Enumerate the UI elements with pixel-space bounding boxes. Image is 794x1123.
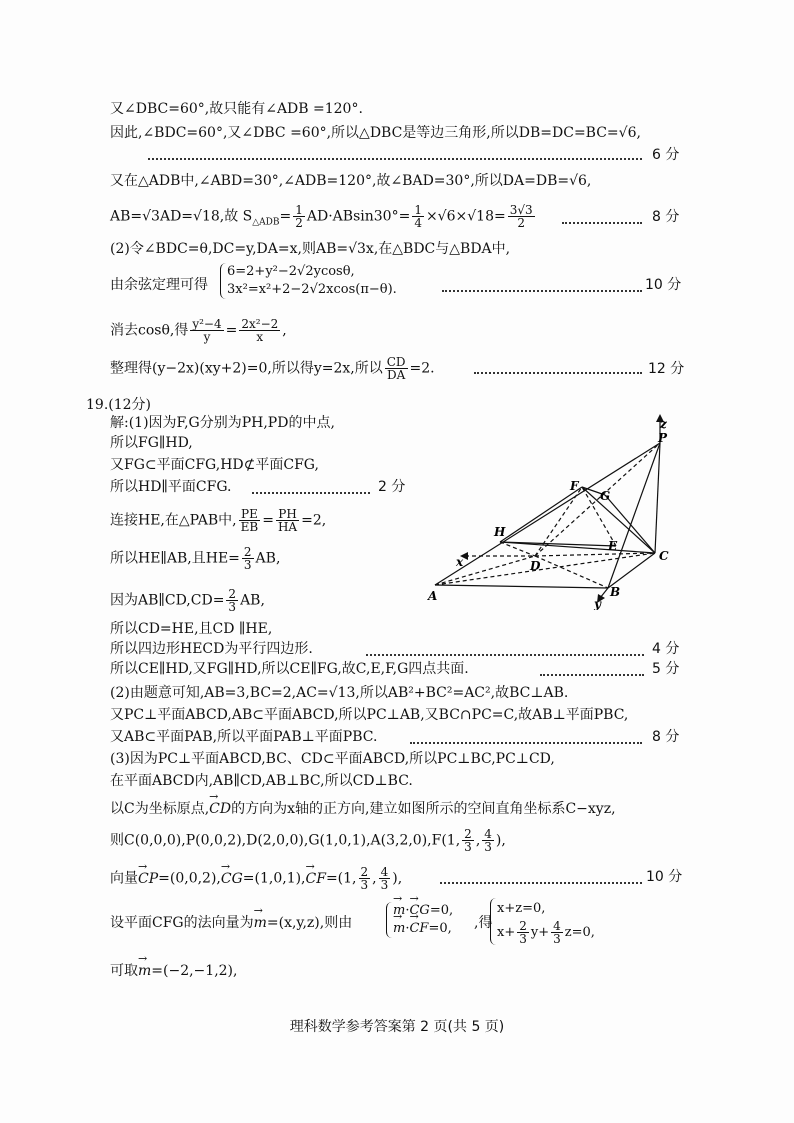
- edge-ab: [435, 585, 608, 588]
- edge-pa: [435, 443, 660, 585]
- score-mark: 10 分: [645, 277, 682, 293]
- text: =0,: [429, 903, 454, 918]
- vector-cd: → CD: [209, 800, 231, 818]
- text: ),: [495, 832, 506, 849]
- text: =(1,: [325, 870, 357, 887]
- edge-ef: [582, 487, 616, 546]
- text: ,: [372, 870, 377, 887]
- text: 所以HE∥AB,且HE=: [110, 550, 240, 567]
- coordinates-line: [110, 828, 506, 853]
- score-mark: 10 分: [646, 869, 683, 885]
- score-leader: [562, 222, 642, 224]
- text-line: 所以四边形HECD为平行四边形.: [110, 641, 313, 657]
- fraction: $\frac{PE}{EB}$: [240, 507, 259, 534]
- fraction: $\frac{4}{3}$: [553, 919, 561, 946]
- text: 因为AB∥CD,CD=: [110, 592, 225, 609]
- area-text: AD·ABsin30°=: [306, 208, 411, 225]
- edge-db: [535, 556, 608, 588]
- equation: 3x²=x²+2−2√2xcos(π−θ).: [227, 282, 397, 297]
- fraction: $\frac{\text{2x²−2}}{x}$: [241, 317, 279, 344]
- text: =(−2,−1,2),: [151, 963, 238, 979]
- text: =0,: [428, 921, 452, 936]
- score-mark: 6 分: [652, 147, 680, 163]
- text-line: 在平面ABCD内,AB∥CD,AB⊥BC,所以CD⊥BC.: [110, 773, 413, 789]
- score-leader: [540, 674, 644, 676]
- linear-system: [490, 898, 595, 945]
- pyramid-figure: [420, 410, 690, 610]
- vector-cg: → CG: [409, 902, 429, 920]
- text: ·: [405, 921, 410, 936]
- fraction: $\frac{PH}{HA}$: [277, 507, 298, 534]
- text-line: 所以FG∥HD,: [110, 435, 193, 451]
- text: ·: [405, 903, 410, 918]
- text: 的方向为x轴的正方向,建立如图所示的空间直角坐标系C−xyz,: [231, 801, 616, 817]
- fraction: $\frac{2}{3}$: [228, 587, 237, 614]
- fraction-area: $\frac{3√3}{2}$: [509, 203, 533, 230]
- area-text: AB=√3AD=√18,故 S: [110, 208, 253, 225]
- choose-line: [110, 962, 237, 980]
- score-mark: 4 分: [652, 641, 680, 657]
- label-f: F: [570, 479, 579, 493]
- result-line: [110, 356, 435, 381]
- score-mark: 5 分: [652, 661, 680, 677]
- label-c: C: [659, 549, 669, 563]
- vector-cf: → CF: [306, 870, 326, 888]
- score-mark: 8 分: [652, 729, 680, 745]
- score-leader: [440, 882, 642, 884]
- parallel-line: [110, 588, 265, 613]
- area-subscript: △ADB: [252, 217, 280, 228]
- label-y: y: [594, 597, 601, 610]
- vector-m: → m: [254, 914, 267, 932]
- text: ),: [392, 870, 403, 887]
- text: =2.: [409, 360, 435, 377]
- score-mark: 12 分: [648, 361, 685, 377]
- vector-cp: → CP: [138, 870, 158, 888]
- label-d: D: [530, 559, 541, 573]
- score-leader: [252, 492, 370, 494]
- fraction: $\frac{4}{3}$: [484, 827, 492, 854]
- page-footer: 理科数学参考答案第 2 页(共 5 页): [289, 1019, 505, 1035]
- area-text: ×√6×√18=: [425, 208, 506, 225]
- text-line: 又FG⊂平面CFG,HD⊄平面CFG,: [110, 457, 319, 473]
- label-e: E: [608, 539, 618, 553]
- text: 整理得(y−2x)(xy+2)=0,所以得y=2x,所以: [110, 360, 383, 377]
- text: 向量: [110, 870, 138, 887]
- text-line: 又PC⊥平面ABCD,AB⊂平面ABCD,所以PC⊥AB,又BC∩PC=C,故AB⊥平面PBC,: [110, 707, 629, 723]
- text: =(1,0,1),: [242, 870, 306, 887]
- text: =(0,0,2),: [158, 870, 221, 887]
- vector-m: → m: [393, 902, 405, 920]
- equals: =: [279, 208, 292, 225]
- text: z=0,: [564, 925, 595, 940]
- text-line: 又在△ADB中,∠ABD=30°,∠ADB=120°,故∠BAD=30°,所以DA=DB=√6,: [110, 173, 592, 189]
- dot-product-system: [386, 902, 453, 938]
- fraction: $\frac{\text{y²−4}}{y}$: [192, 317, 222, 344]
- text: x+: [497, 925, 516, 940]
- text-line: 解:(1)因为F,G分别为PH,PD的中点,: [110, 415, 335, 431]
- question-number: 19.(12分): [86, 397, 152, 413]
- edge-pd: [535, 443, 660, 556]
- text-line: (3)因为PC⊥平面ABCD,BC、CD⊂平面ABCD,所以PC⊥BC,PC⊥CD,: [110, 751, 555, 767]
- label-g: G: [600, 489, 611, 503]
- vector-m: → m: [393, 920, 405, 938]
- fraction: $\frac{4}{3}$: [380, 865, 389, 892]
- fraction-quarter: $\frac{1}{4}$: [414, 203, 422, 230]
- text-line: 因此,∠BDC=60°,又∠DBC =60°,所以△DBC是等边三角形,所以DB=DC=BC=√6,: [110, 125, 641, 141]
- score-leader: [410, 742, 642, 744]
- text-line: 所以CD=HE,且CD ∥HE,: [110, 621, 273, 637]
- text-line: 所以CE∥HD,又FG∥HD,所以CE∥FG,故C,E,F,G四点共面.: [110, 661, 469, 677]
- text: AB,: [240, 592, 265, 609]
- coordinate-setup: [110, 800, 616, 818]
- vectors-line: [110, 866, 402, 891]
- score-mark: 2 分: [378, 479, 406, 495]
- text: 连接HE,在△PAB中,: [110, 512, 237, 529]
- edge-fc: [582, 487, 655, 553]
- score-mark: 8 分: [652, 209, 680, 225]
- label-b: B: [610, 585, 621, 599]
- text-line: (2)令∠BDC=θ,DC=y,DA=x,则AB=√3x,在△BDC与△BDA中,: [110, 241, 511, 257]
- text: 可取: [110, 963, 138, 979]
- text: 则C(0,0,0),P(0,0,2),D(2,0,0),G(1,0,1),A(3,2,0),F(1,: [110, 832, 461, 849]
- edge-hc: [500, 542, 655, 553]
- text: =(x,y,z),则由: [266, 915, 353, 931]
- vector-m: → m: [138, 962, 151, 980]
- label-p: P: [658, 431, 668, 445]
- vector-cf: → CF: [409, 920, 428, 938]
- fraction: $\frac{2}{3}$: [360, 865, 369, 892]
- score-leader: [148, 158, 642, 160]
- elimination-line: 消去cosθ,得 $\frac{\text{y²−4}}{y}$ = $\frac{\text{2x²−2}}{x}$ ,: [110, 317, 287, 344]
- text: y+: [530, 925, 550, 940]
- text-line: 又AB⊂平面PAB,所以平面PAB⊥平面PBC.: [110, 729, 378, 745]
- ratio-line: 连接HE,在△PAB中, $\frac{PE}{EB}$ = $\frac{PH}{HA}$ =2,: [110, 507, 327, 534]
- text: 设平面CFG的法向量为: [110, 915, 254, 931]
- score-leader: [442, 290, 642, 292]
- text: 消去cosθ,得: [110, 322, 189, 339]
- label-a: A: [428, 589, 438, 603]
- text: 以C为坐标原点,: [110, 801, 210, 817]
- parallel-line: [110, 546, 280, 571]
- edge-he: [500, 542, 616, 546]
- cosine-system: [220, 263, 397, 299]
- fraction: $\frac{2}{3}$: [243, 545, 252, 572]
- edge-pc: [655, 443, 660, 553]
- fraction: $\frac{2}{3}$: [464, 827, 472, 854]
- equation: x+z=0,: [497, 901, 546, 916]
- equation: 6=2+y²−2√2ycosθ,: [227, 264, 355, 279]
- vector-cg: → CG: [221, 870, 243, 888]
- fraction: $\frac{2}{3}$: [519, 919, 527, 946]
- text-line: 又∠DBC=60°,故只能有∠ADB =120°.: [110, 101, 363, 117]
- text: ,: [475, 832, 481, 849]
- edge-pb: [608, 443, 660, 588]
- score-leader: [474, 372, 642, 374]
- label-h: H: [494, 525, 506, 539]
- fraction: $\frac{CD}{DA}$: [386, 355, 406, 382]
- area-formula: [110, 204, 537, 231]
- fraction-half: $\frac{1}{2}$: [295, 203, 303, 230]
- edge-ad: [435, 556, 535, 585]
- text: ,得: [474, 915, 493, 931]
- text-line: (2)由题意可知,AB=3,BC=2,AC=√13,所以AB²+BC²=AC²,故BC⊥AB.: [110, 685, 569, 701]
- normal-vector-line: [110, 914, 352, 932]
- text: AB,: [255, 550, 281, 567]
- text-line: 所以HD∥平面CFG.: [110, 479, 232, 495]
- edge-hf: [500, 487, 582, 542]
- score-leader: [366, 654, 644, 656]
- label-x: x: [456, 555, 464, 569]
- label-z: z: [660, 417, 667, 431]
- text-line: 由余弦定理可得: [110, 277, 208, 293]
